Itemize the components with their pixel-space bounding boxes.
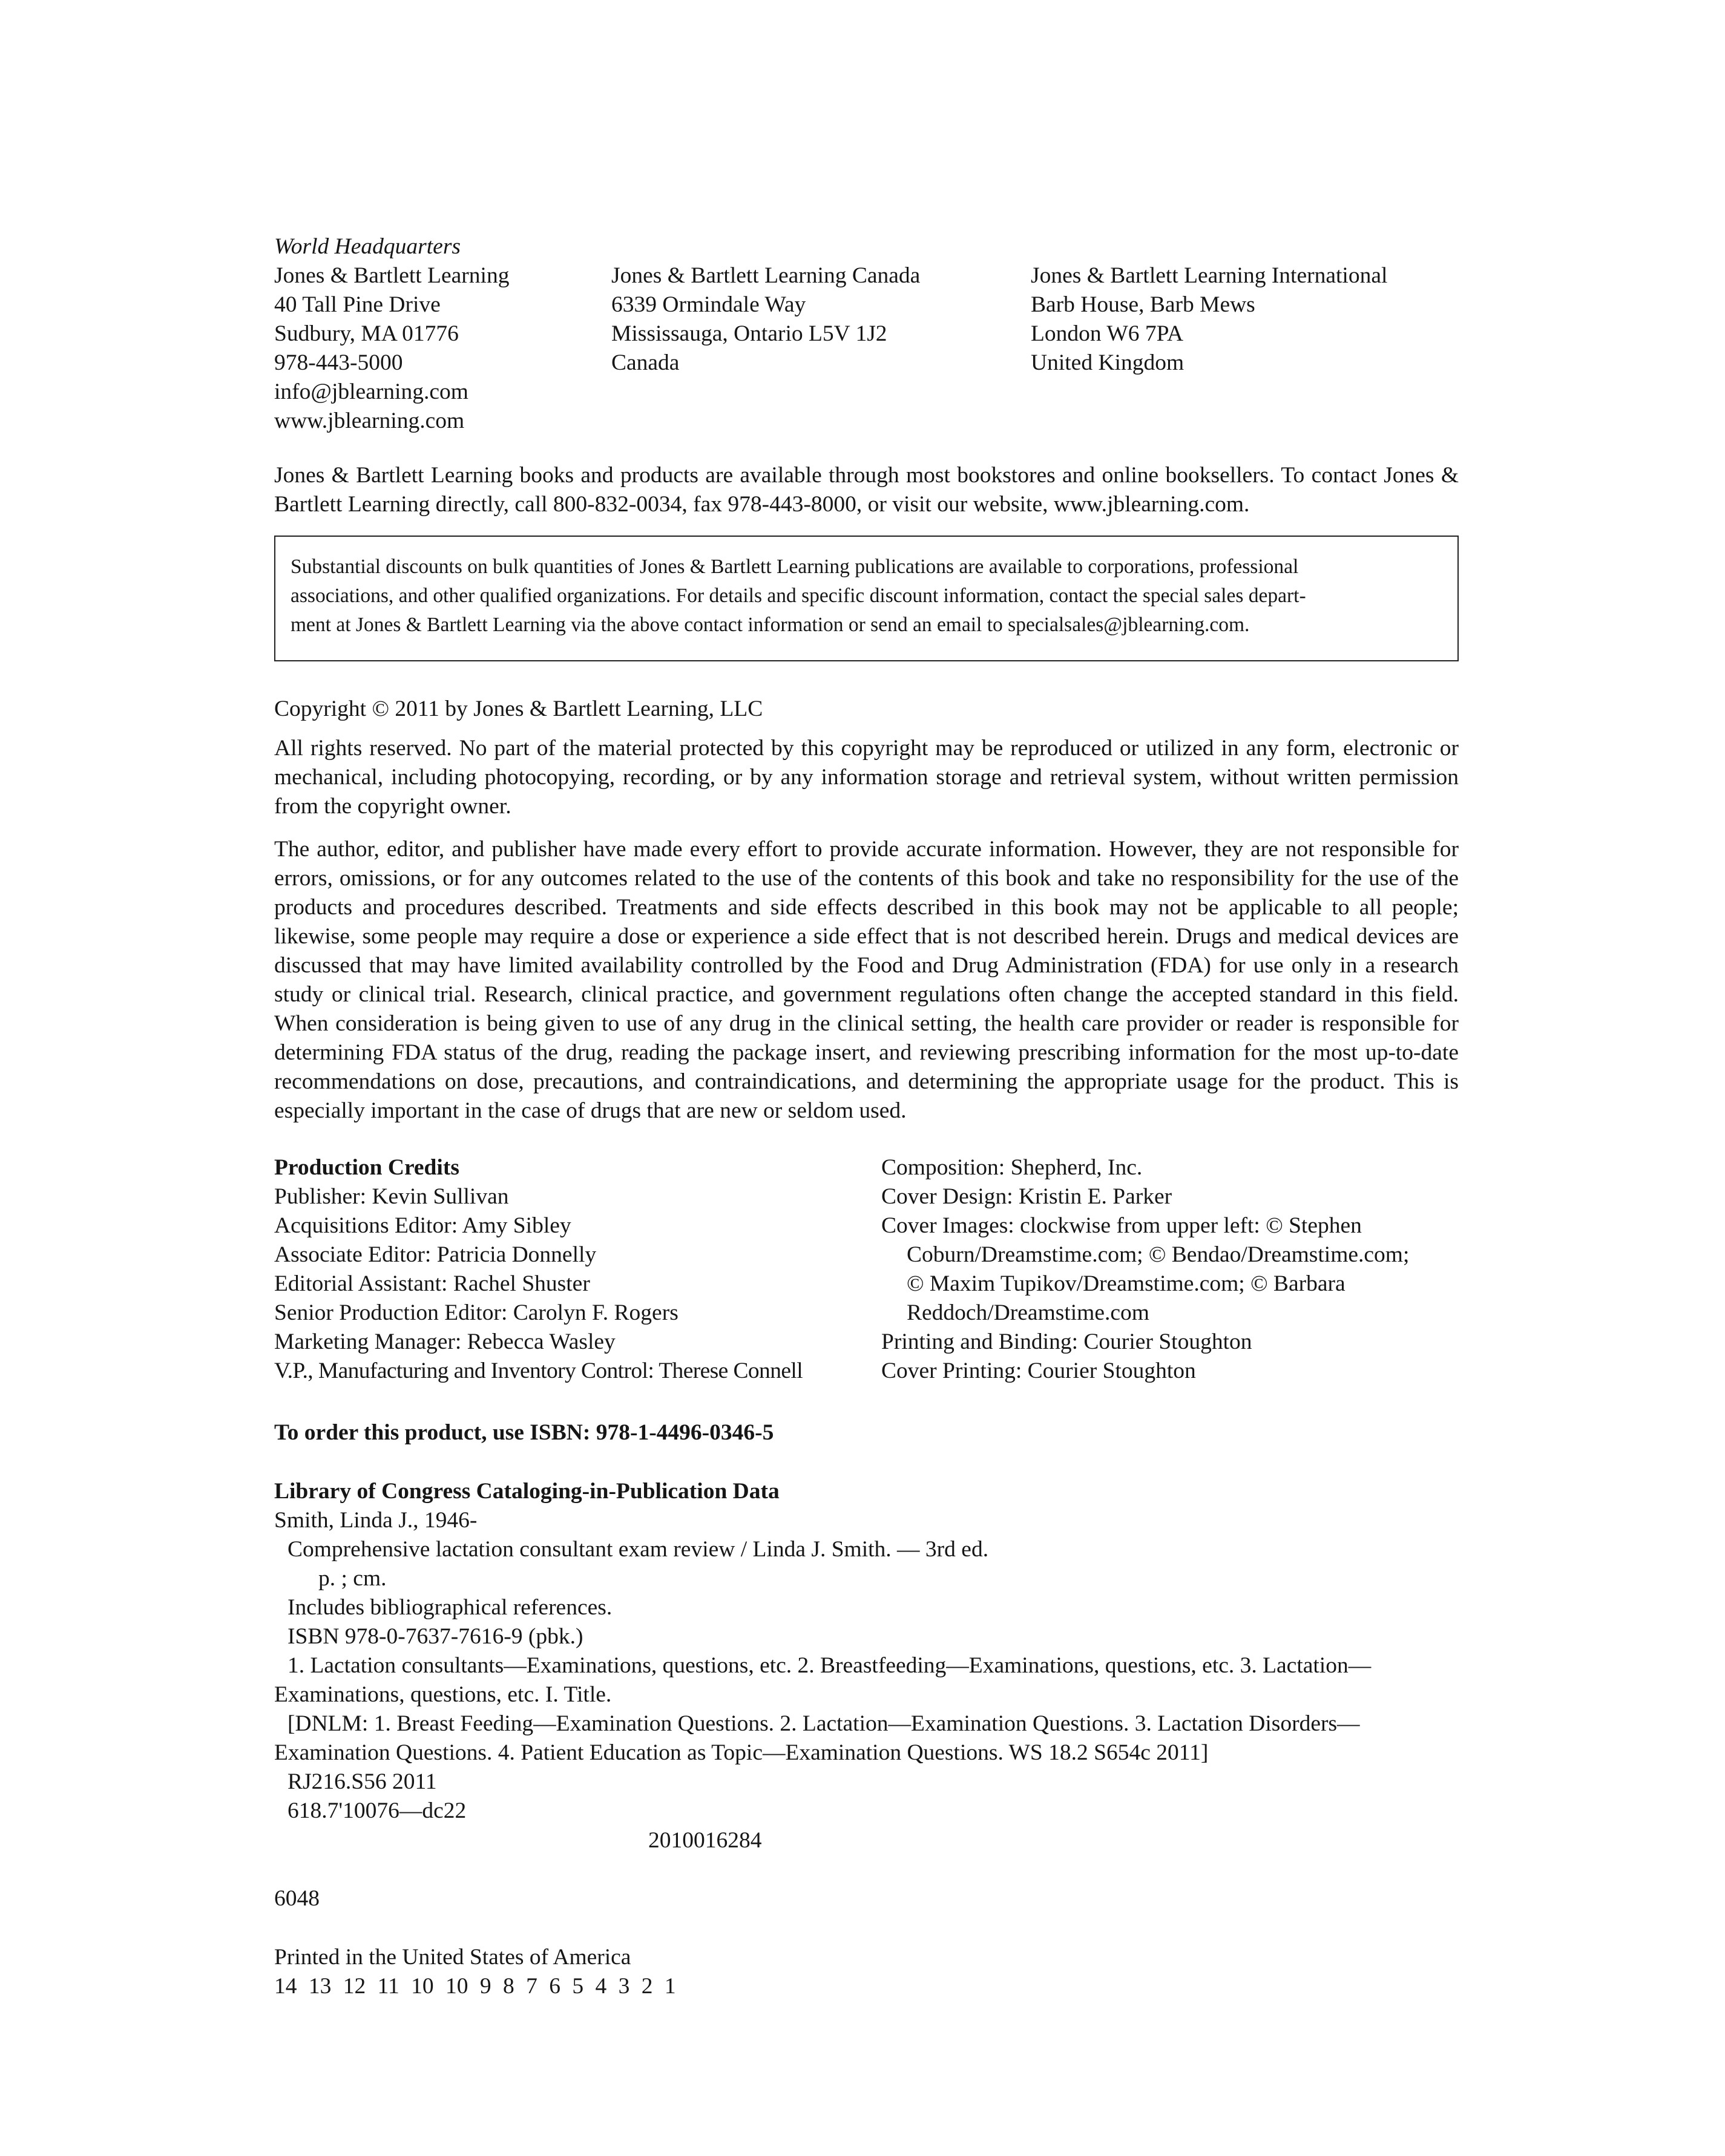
production-credits-right <box>881 1153 1409 1386</box>
print-line: 14 13 12 11 10 10 9 8 7 6 5 4 3 2 1 <box>274 1974 676 1999</box>
credit-line: Coburn/Dreamstime.com; © Bendao/Dreamstime.com; <box>907 1242 1410 1267</box>
production-credits-left <box>274 1153 803 1386</box>
cip-lc-class: RJ216.S56 2011 <box>288 1769 437 1794</box>
discount-line: associations, and other qualified organizations. For details and specific discount information, contact the special sales depart- <box>291 585 1306 607</box>
printed-in: Printed in the United States of America <box>274 1945 631 1970</box>
credit-line: Acquisitions Editor: Amy Sibley <box>274 1213 571 1238</box>
address-line: United Kingdom <box>1031 350 1184 375</box>
cip-data <box>274 1477 1371 1826</box>
discount-notice-text <box>291 552 1441 640</box>
address-line: Jones & Bartlett Learning Canada <box>611 263 921 288</box>
address-line: Jones & Bartlett Learning <box>274 263 510 288</box>
address-line: Canada <box>611 350 680 375</box>
cip-title: Comprehensive lactation consultant exam review / Linda J. Smith. — 3rd ed. <box>288 1537 989 1562</box>
discount-line: ment at Jones & Bartlett Learning via the above contact information or send an email to specialsales@jblearning.com. <box>291 614 1250 636</box>
credit-line: Cover Printing: Courier Stoughton <box>881 1358 1196 1383</box>
order-isbn: To order this product, use ISBN: 978-1-4496-0346-5 <box>274 1420 774 1445</box>
discount-notice-box <box>274 536 1459 661</box>
availability-paragraph: Jones & Bartlett Learning books and products are available through most bookstores and online booksellers. To contact Jones & Bartlett Learning directly, call 800-832-0034, fax 978-443-8000, or visit our website, www.jblearning.com. <box>274 463 1459 517</box>
address-line: 40 Tall Pine Drive <box>274 292 441 317</box>
address-line: 6339 Ormindale Way <box>611 292 806 317</box>
cip-pages: p. ; cm. <box>318 1566 387 1591</box>
credit-line: Printing and Binding: Courier Stoughton <box>881 1329 1252 1354</box>
credit-line: Associate Editor: Patricia Donnelly <box>274 1242 597 1267</box>
rights-paragraph: All rights reserved. No part of the material protected by this copyright may be reproduced or utilized in any form, electronic or mechanical, including photocopying, recording, or by any information storage and retrieval system, without written permission from the copyright owner. <box>274 736 1459 819</box>
website: www.jblearning.com <box>274 408 465 433</box>
credit-line: Reddoch/Dreamstime.com <box>907 1300 1149 1325</box>
credit-line: Cover Design: Kristin E. Parker <box>881 1184 1172 1209</box>
address-canada <box>611 261 920 378</box>
address-international <box>1031 261 1387 378</box>
credit-line: Publisher: Kevin Sullivan <box>274 1184 509 1209</box>
credit-line: Composition: Shepherd, Inc. <box>881 1155 1143 1180</box>
cip-dnlm-cont: Examination Questions. 4. Patient Education as Topic—Examination Questions. WS 18.2 S654c 2011] <box>274 1740 1209 1765</box>
credit-line: Marketing Manager: Rebecca Wasley <box>274 1329 616 1354</box>
address-line: Jones & Bartlett Learning International <box>1031 263 1388 288</box>
discount-line: Substantial discounts on bulk quantities of Jones & Bartlett Learning publications are available to corporations, professional <box>291 555 1299 578</box>
phone-number: 978-443-5000 <box>274 350 403 375</box>
credit-line: Editorial Assistant: Rachel Shuster <box>274 1271 590 1296</box>
cip-heading: Library of Congress Cataloging-in-Publication Data <box>274 1479 780 1504</box>
headquarters-label: World Headquarters <box>274 234 461 259</box>
copyright-notice: Copyright © 2011 by Jones & Bartlett Learning, LLC <box>274 696 763 721</box>
credit-line: Cover Images: clockwise from upper left: © Stephen <box>881 1213 1362 1238</box>
job-number: 6048 <box>274 1886 320 1911</box>
cip-author: Smith, Linda J., 1946- <box>274 1508 478 1533</box>
credit-line: Senior Production Editor: Carolyn F. Rogers <box>274 1300 678 1325</box>
email-address: info@jblearning.com <box>274 379 468 404</box>
cip-dnlm: [DNLM: 1. Breast Feeding—Examination Questions. 2. Lactation—Examination Questions. 3. Lactation Disorders— <box>288 1711 1360 1736</box>
address-line: London W6 7PA <box>1031 321 1184 346</box>
credit-line: © Maxim Tupikov/Dreamstime.com; © Barbara <box>907 1271 1346 1296</box>
address-line: Sudbury, MA 01776 <box>274 321 459 346</box>
address-line: Barb House, Barb Mews <box>1031 292 1255 317</box>
cip-dewey: 618.7'10076—dc22 <box>288 1798 467 1823</box>
disclaimer-paragraph: The author, editor, and publisher have made every effort to provide accurate information. However, they are not responsible for errors, omissions, or for any outcomes related to the use of the contents of this book and take no responsibility for the use of the products and procedures described. Treatments and side effects described in this book may not be applicable to all people; likewise, some people may require a dose or experience a side effect that is not described herein. Drugs and medical devices are discussed that may have limited availability controlled by the Food and Drug Administration (FDA) for use only in a research study or clinical trial. Research, clinical practice, and government regulations often change the accepted standard in this field. When consideration is being given to use of any drug in the clinical setting, the health care provider or reader is responsible for determining FDA status of the drug, reading the package insert, and reviewing prescribing information for the most up-to-date recommendations on dose, precautions, and contraindications, and determining the appropriate usage for the product. This is especially important in the case of drugs that are new or seldom used. <box>274 837 1459 1123</box>
cip-lccn: 2010016284 <box>648 1828 762 1853</box>
credit-line: V.P., Manufacturing and Inventory Control: Therese Connell <box>274 1358 803 1383</box>
address-line: Mississauga, Ontario L5V 1J2 <box>611 321 887 346</box>
cip-subjects: 1. Lactation consultants—Examinations, questions, etc. 2. Breastfeeding—Examinations, questions, etc. 3. Lactation— <box>288 1653 1372 1678</box>
cip-isbn: ISBN 978-0-7637-7616-9 (pbk.) <box>288 1624 583 1649</box>
cip-includes: Includes bibliographical references. <box>288 1595 613 1620</box>
cip-subjects-cont: Examinations, questions, etc. I. Title. <box>274 1682 612 1707</box>
production-credits-heading: Production Credits <box>274 1155 459 1180</box>
address-us <box>274 261 509 436</box>
